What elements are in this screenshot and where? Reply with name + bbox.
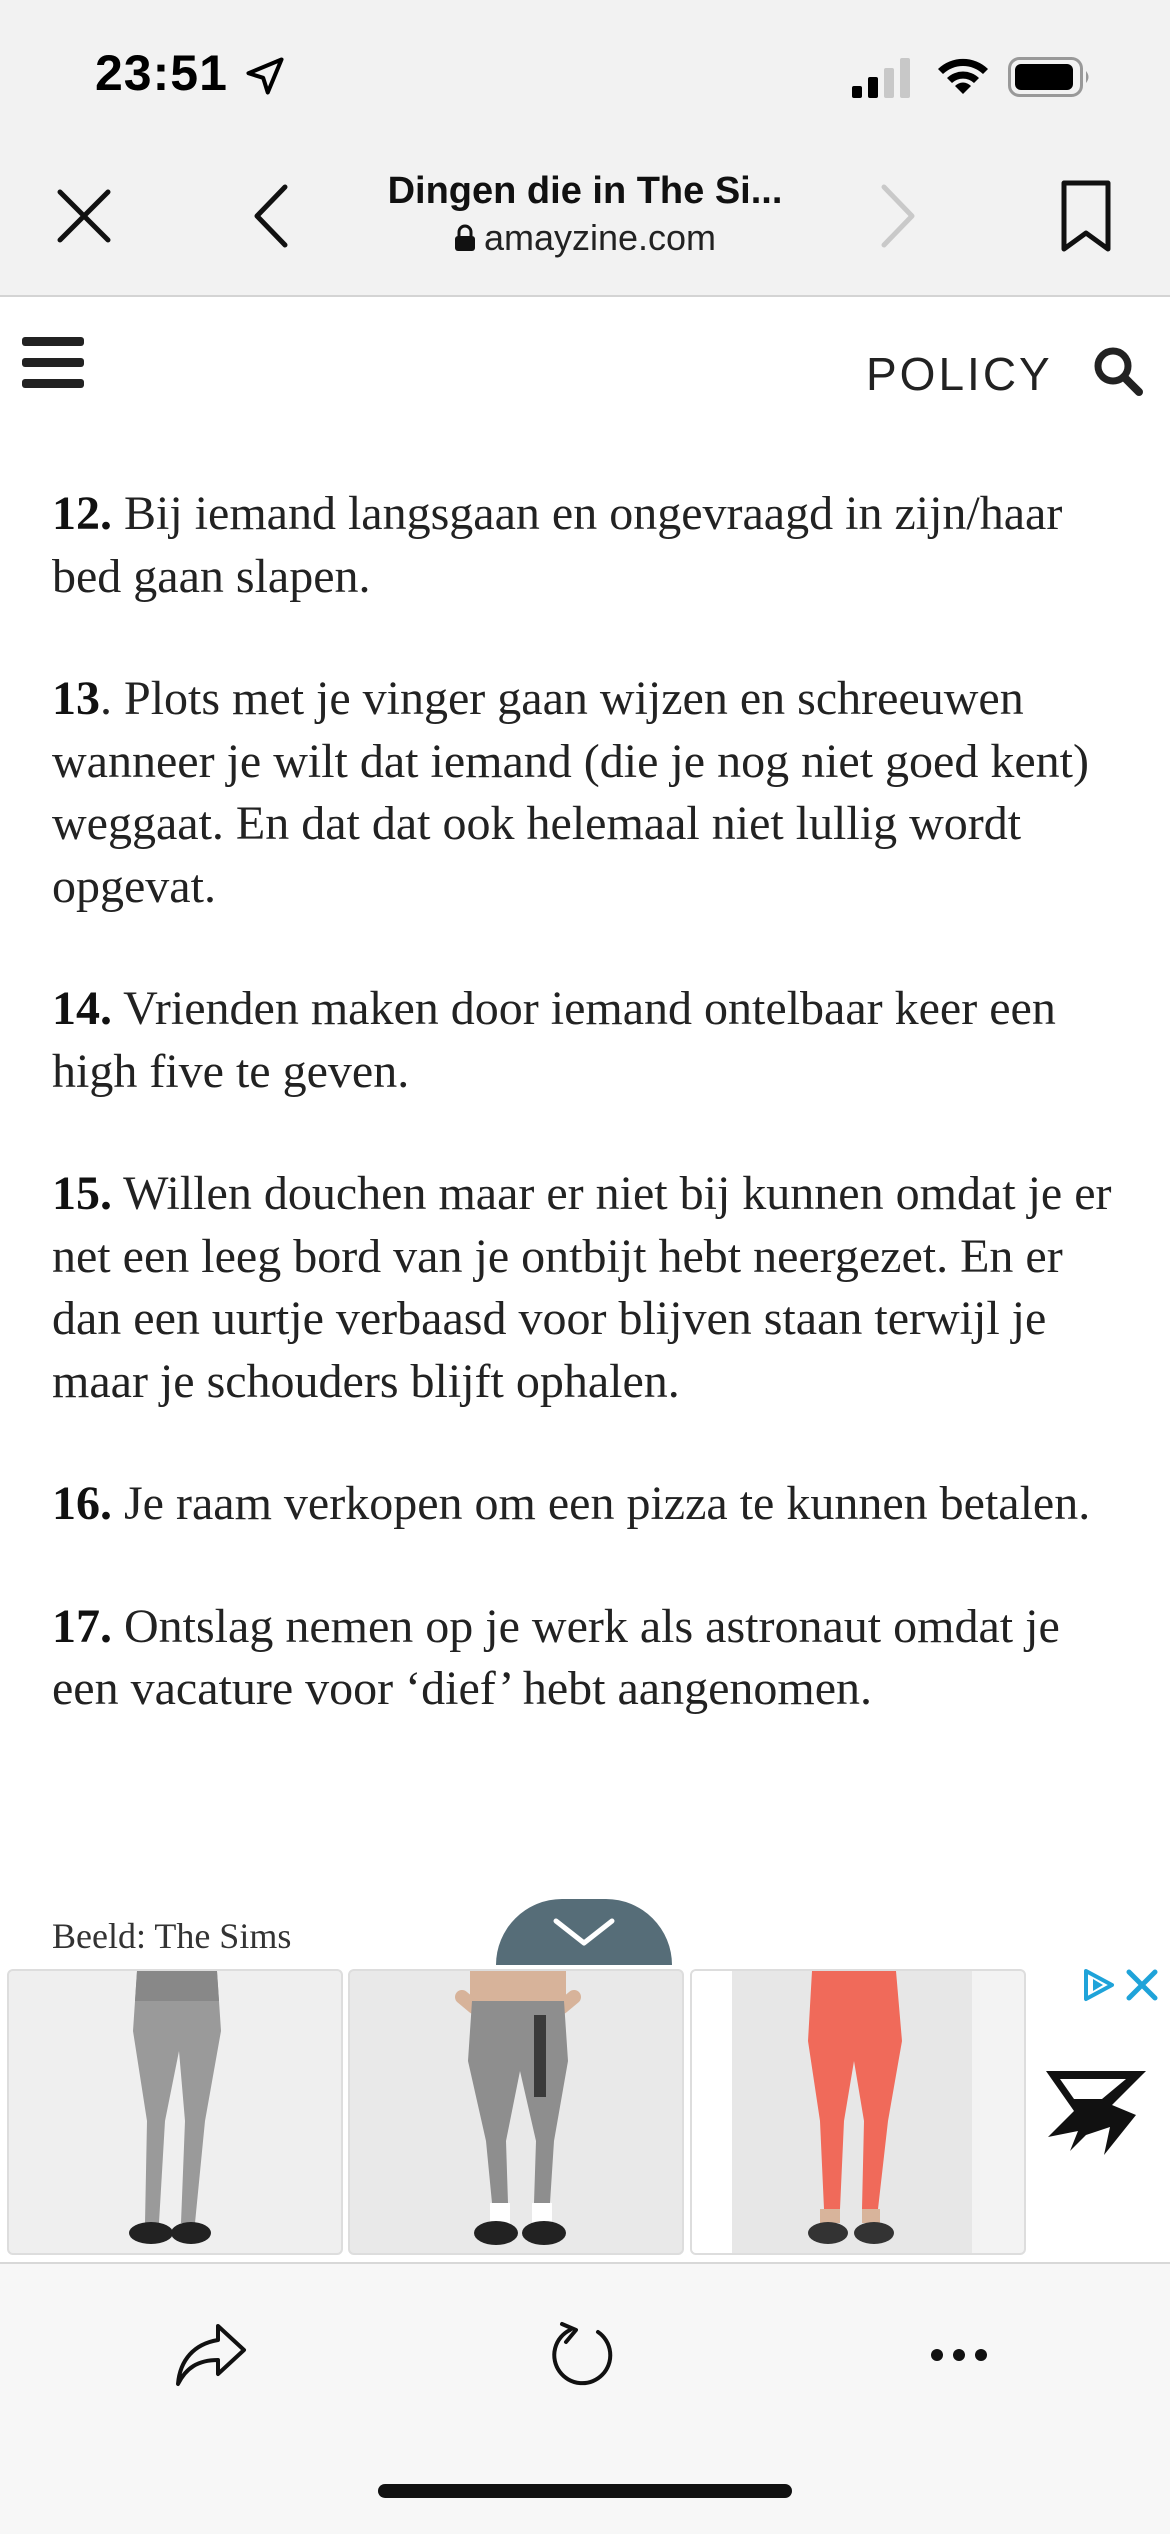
item-text: . Plots met je vinger gaan wijzen en schreeuwen wanneer je wilt dat iemand (die je nog niet goed kent) weggaat. En dat dat ook helemaal niet lullig wordt opgevat. (52, 672, 1089, 913)
ad-product-card[interactable] (690, 1969, 1026, 2255)
grey-marl-leggings-image (9, 1971, 341, 2253)
bookmark-button[interactable] (1050, 178, 1122, 254)
wifi-icon (935, 54, 991, 98)
lock-icon (454, 224, 476, 252)
ad-product-card[interactable] (7, 1969, 343, 2255)
item-number: 12. (52, 487, 112, 540)
cellular-signal-icon (852, 58, 912, 98)
back-button[interactable] (235, 180, 307, 252)
chevron-left-icon (249, 183, 293, 249)
item-text: Ontslag nemen op je werk als astronaut omdat je een vacature voor ‘dief’ hebt aangenomen. (52, 1599, 1060, 1715)
ad-banner[interactable] (0, 1965, 1170, 2260)
list-item (52, 483, 1132, 608)
page-title: Dingen die in The Si... (387, 170, 783, 212)
chevron-right-icon (876, 183, 920, 249)
battery-icon (1008, 57, 1092, 97)
reload-icon (548, 2320, 618, 2390)
item-number: 17. (52, 1599, 112, 1653)
home-indicator[interactable] (378, 2484, 792, 2498)
adchoices-icon[interactable] (1078, 1965, 1118, 2005)
domain-text: amayzine.com (483, 217, 717, 258)
item-number: 16. (52, 1477, 112, 1530)
chevron-down-icon (552, 1917, 616, 1947)
gymshark-logo-icon[interactable] (1040, 2065, 1152, 2161)
ad-close-icon[interactable] (1124, 1967, 1160, 2003)
status-bar (0, 0, 1170, 150)
more-icon (929, 2347, 989, 2363)
item-number: 15. (52, 1167, 112, 1220)
item-text: Vrienden maken door iemand ontelbaar keer een high five te geven. (52, 982, 1056, 1098)
reload-button[interactable] (542, 2314, 624, 2396)
item-text: Bij iemand langsgaan en ongevraagd in zijn/haar bed gaan slapen. (52, 487, 1063, 603)
close-button[interactable] (48, 180, 120, 252)
page-title-area[interactable] (330, 170, 840, 259)
url-display (330, 217, 840, 259)
policy-link[interactable]: POLICY (866, 348, 1053, 400)
status-time: 23:51 (95, 45, 228, 101)
grey-leggings-with-text-image (350, 1971, 682, 2253)
collapse-ad-tab[interactable] (496, 1899, 672, 1965)
list-item (52, 1163, 1132, 1413)
ad-product-card[interactable] (348, 1969, 684, 2255)
forward-button[interactable] (862, 180, 934, 252)
share-button[interactable] (170, 2314, 252, 2396)
close-icon (54, 186, 114, 246)
item-text: Willen douchen maar er niet bij kunnen omdat je er net een leeg bord van je ontbijt hebt neergezet. En er dan een uurtje verbaasd voor blijven staan terwijl je maar je schouders blijft ophalen. (52, 1167, 1112, 1408)
list-item (52, 668, 1132, 918)
item-number: 13 (52, 672, 100, 725)
list-item (52, 1473, 1132, 1536)
image-caption: Beeld: The Sims (52, 1916, 292, 1956)
location-arrow-icon (243, 54, 287, 98)
coral-leggings-image (692, 1971, 1024, 2253)
browser-nav-bar (0, 150, 1170, 297)
share-icon (174, 2322, 248, 2388)
site-header (0, 297, 1170, 427)
more-button[interactable] (918, 2314, 1000, 2396)
article-body (52, 483, 1132, 1781)
bookmark-icon (1060, 179, 1112, 253)
list-item (52, 978, 1132, 1103)
search-icon[interactable] (1092, 345, 1144, 397)
item-text: Je raam verkopen om een pizza te kunnen betalen. (112, 1477, 1091, 1530)
list-item (52, 1596, 1132, 1721)
item-number: 14. (52, 982, 112, 1035)
hamburger-menu-icon[interactable] (22, 337, 84, 389)
